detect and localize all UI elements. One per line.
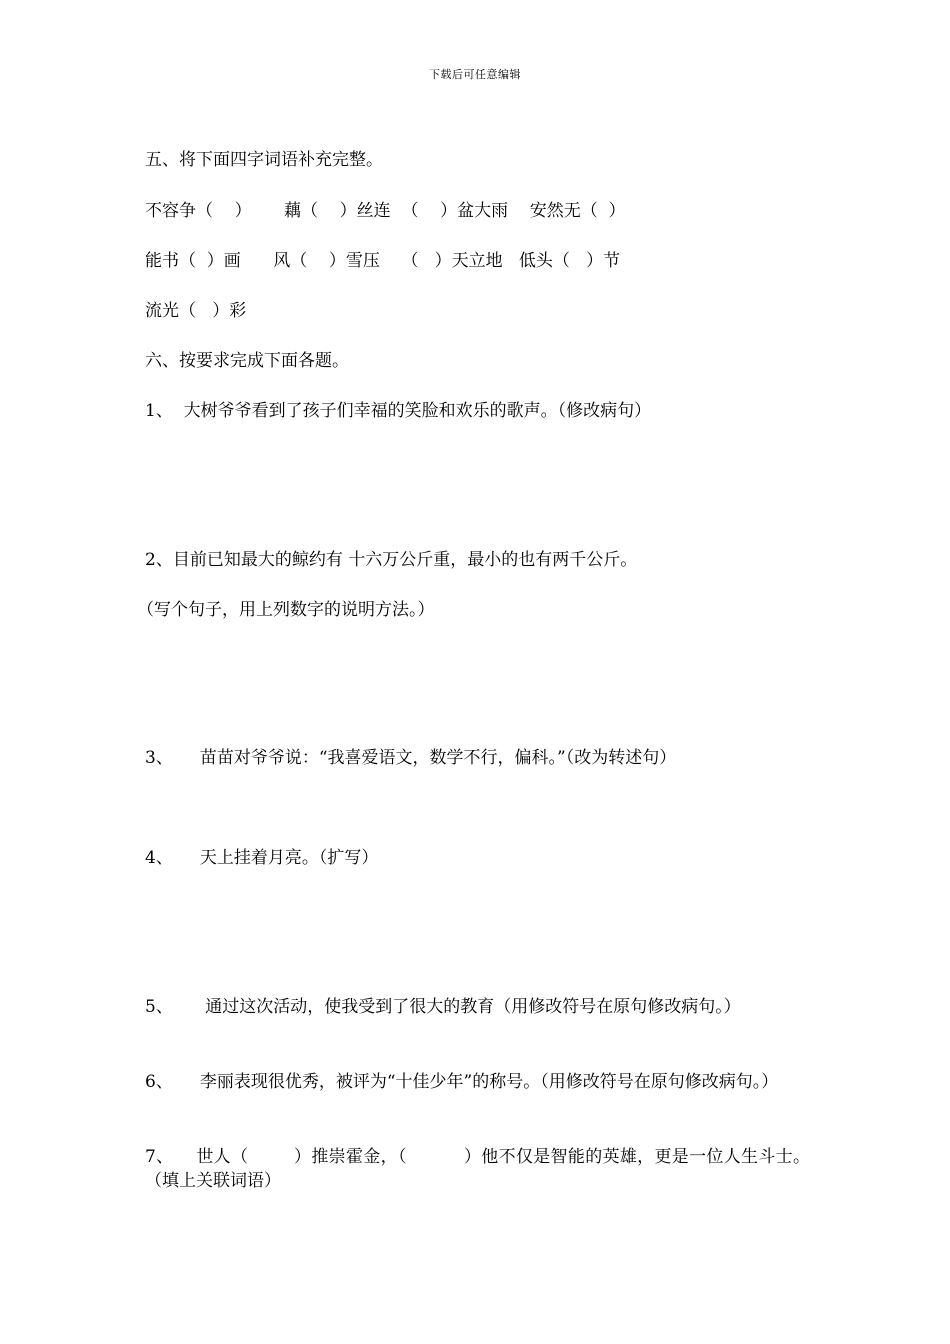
idiom-row-1: 不容争（ ） 藕（ ）丝连 （ ）盆大雨 安然无（ ）: [145, 201, 626, 221]
question-2-line-1: 2、目前已知最大的鲸约有 十六万公斤重，最小的也有两千公斤。: [145, 550, 638, 570]
page-header: 下载后可任意编辑: [429, 68, 521, 81]
section-6-title: 六、按要求完成下面各题。: [145, 351, 349, 371]
question-3: 3、 苗苗对爷爷说：“我喜爱语文，数学不行，偏科。”（改为转述句）: [145, 748, 677, 768]
question-1: 1、 大树爷爷看到了孩子们幸福的笑脸和欢乐的歌声。（修改病句）: [145, 401, 652, 421]
question-6: 6、 李丽表现很优秀，被评为“十佳少年”的称号。（用修改符号在原句修改病句。）: [145, 1072, 779, 1092]
question-7: 7、 世人（ ）推崇霍金，（ ）他不仅是智能的英雄，更是一位人生斗士。（填上关联词语）: [145, 1147, 810, 1191]
question-2-line-2: （写个句子，用上列数字的说明方法。）: [137, 600, 435, 620]
section-5-title: 五、将下面四字词语补充完整。: [145, 150, 383, 170]
idiom-row-2: 能书（ ）画 风（ ）雪压 （ ）天立地 低头（ ）节: [145, 251, 621, 271]
idiom-row-3: 流光（ ）彩: [145, 301, 247, 321]
question-4: 4、 天上挂着月亮。（扩写）: [145, 848, 379, 868]
question-5: 5、 通过这次活动，使我受到了很大的教育（用修改符号在原句修改病句。）: [145, 997, 741, 1017]
